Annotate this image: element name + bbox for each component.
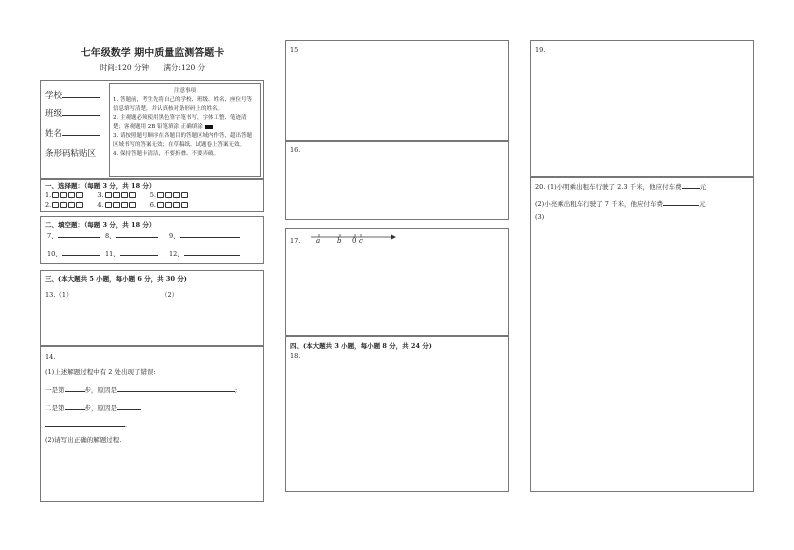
- question-14-answer-1[interactable]: 一是第 步，原因是 ;: [45, 386, 238, 394]
- page-title: 七年级数学 期中质量监测答题卡: [80, 48, 225, 59]
- notice-item: 1. 答题前，考生先将自己的学校、班级、姓名、座位号等信息填写清楚，并认真核对条形码上的姓名。: [113, 97, 252, 112]
- question-14-number: 14.: [45, 353, 56, 361]
- axis-label-zero: 0: [352, 237, 357, 245]
- section-solve-title: 三、(本大题共 5 小题，每小题 6 分，共 30 分): [45, 275, 187, 283]
- class-field[interactable]: 班级: [45, 107, 100, 119]
- barcode-area-label: 条形码粘贴区: [45, 149, 97, 159]
- fill-item[interactable]: 11、: [105, 249, 158, 258]
- exam-time: 时间:120 分钟: [99, 63, 150, 72]
- question-17-number: 17.: [290, 237, 301, 245]
- section-four-box: [285, 336, 509, 492]
- filled-mark-icon: [205, 125, 213, 129]
- question-18-number: 18.: [290, 352, 301, 360]
- question-20-part1[interactable]: 20. (1)小明乘出租车行驶了 2.3 千米，他应付车费 元: [535, 183, 707, 191]
- exam-meta: [40, 62, 265, 73]
- question-20-part2[interactable]: (2)小亮乘出租车行驶了 7 千米，他应付车费 元: [535, 200, 706, 208]
- question-19-box: [530, 40, 754, 178]
- question-15-number: 15: [290, 46, 299, 54]
- exam-score: 满分:120 分: [163, 63, 206, 72]
- notice-item: 3. 请按照题号顺序在各题目的答题区域内作答，超出答题区域书写的答案无效；在草稿纸、试题卷上答案无效。: [113, 133, 252, 148]
- choice-row[interactable]: 1. 3. 5.: [45, 191, 188, 199]
- section-solve: [40, 270, 264, 346]
- notice-item: 4. 保持答题卡清洁，不要折叠、不要弄破。: [113, 151, 219, 157]
- student-info-box: [40, 80, 264, 180]
- section-fill-title: 二、填空题：（每题 3 分，共 18 分）: [45, 221, 156, 229]
- notice-heading: 注意事项: [173, 88, 196, 94]
- axis-label-c: c: [359, 237, 363, 245]
- question-17-box: [285, 228, 509, 336]
- section-choice-title: 一、选择题：（每题 3 分，共 18 分）: [45, 182, 156, 190]
- section-four-title: 四、(本大题共 3 小题，每小题 8 分，共 24 分): [290, 342, 432, 350]
- choice-row[interactable]: 2. 4. 6.: [45, 201, 188, 209]
- question-14-line: (1)上述解题过程中有 2 处出现了错误:: [45, 368, 156, 376]
- fill-item[interactable]: 12、: [169, 249, 240, 258]
- question-16-number: 16.: [290, 146, 301, 154]
- question-16-box: [285, 140, 509, 220]
- question-14-box: [40, 346, 264, 502]
- fill-item[interactable]: 8、: [105, 231, 158, 240]
- question-20-part3: (3): [535, 213, 545, 221]
- question-15-box: [285, 40, 509, 142]
- section-fill: [40, 216, 264, 264]
- question-20-box: [530, 176, 754, 492]
- fill-item[interactable]: 10、: [47, 249, 100, 258]
- question-14-line: (2)请写出正确的解题过程.: [45, 436, 122, 444]
- school-field[interactable]: 学校: [45, 89, 100, 101]
- axis-label-b: b: [337, 237, 342, 245]
- question-13-part1: 13.（1）: [45, 291, 73, 299]
- fill-item[interactable]: 9、: [169, 231, 240, 240]
- question-14-answer-line[interactable]: .: [45, 421, 127, 429]
- question-13-part2: （2）: [161, 291, 179, 299]
- notice-item: 2. 主观题必须使用黑色签字笔书写，字体工整、笔迹清楚；客观题用 2B 铅笔填涂 正确填涂: [113, 115, 247, 130]
- notice-box: [109, 83, 261, 177]
- section-choice: [40, 178, 264, 212]
- question-14-answer-2[interactable]: 二是第 步，原因是: [45, 403, 141, 412]
- axis-label-a: a: [316, 237, 321, 245]
- fill-item[interactable]: 7、: [47, 231, 100, 240]
- question-19-number: 19.: [535, 46, 546, 54]
- name-field[interactable]: 姓名: [45, 127, 100, 139]
